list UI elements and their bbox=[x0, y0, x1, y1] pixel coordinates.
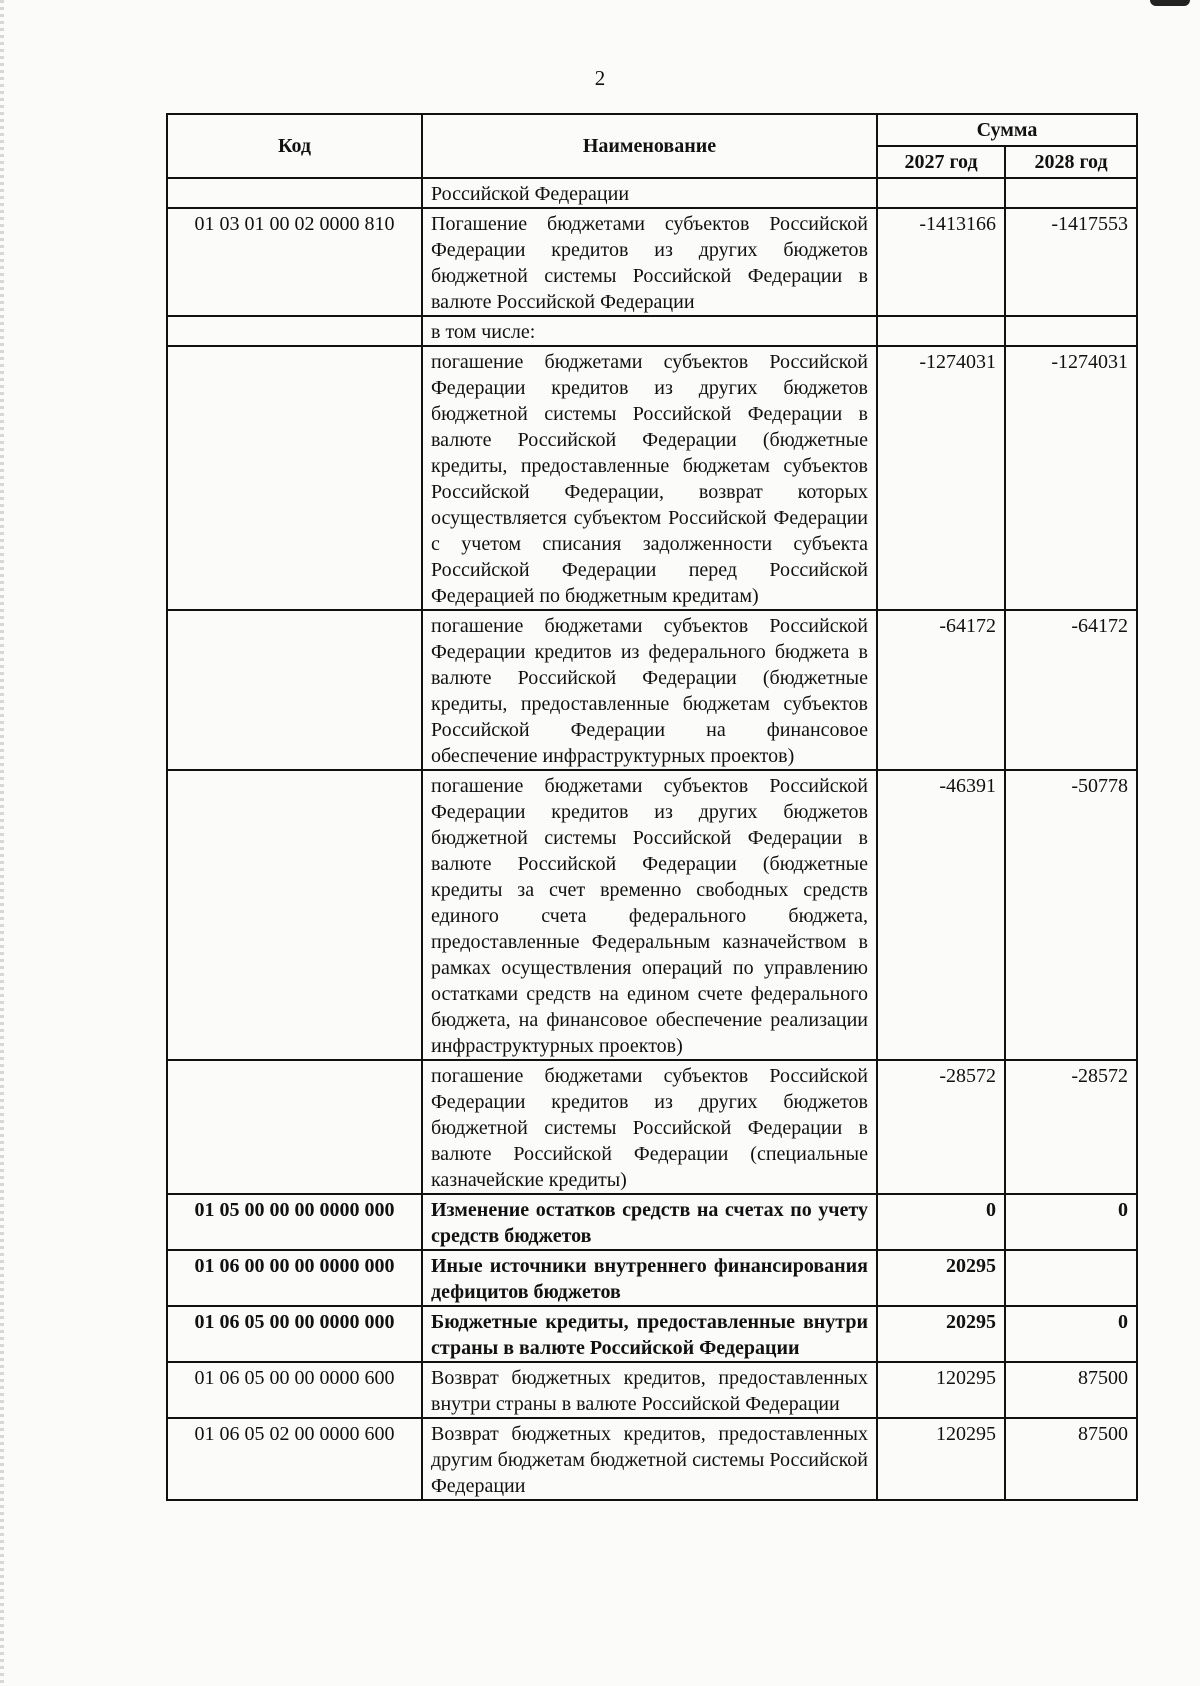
header-code: Код bbox=[167, 114, 422, 178]
row-code: 01 06 00 00 00 0000 000 bbox=[167, 1250, 422, 1306]
row-code: 01 05 00 00 00 0000 000 bbox=[167, 1194, 422, 1250]
row-name: погашение бюджетами субъектов Российской Федерации кредитов из федерального бюджета в валюте Российской Федерации (бюджетные кредиты, предоставленные бюджетам субъектов Российской Федерации на финансовое обеспечение инфраструктурных проектов) bbox=[422, 610, 877, 770]
row-name: в том числе: bbox=[422, 316, 877, 346]
table-row bbox=[167, 346, 1137, 610]
row-amount-2027: 120295 bbox=[877, 1418, 1005, 1500]
row-amount-2028: -1274031 bbox=[1005, 346, 1137, 610]
row-name: Иные источники внутреннего финансирования дефицитов бюджетов bbox=[422, 1250, 877, 1306]
header-sum: Сумма bbox=[877, 114, 1137, 146]
table-body bbox=[167, 178, 1137, 1500]
row-name: Изменение остатков средств на счетах по учету средств бюджетов bbox=[422, 1194, 877, 1250]
table-row bbox=[167, 316, 1137, 346]
row-amount-2027: -1274031 bbox=[877, 346, 1005, 610]
budget-sources-table bbox=[166, 113, 1138, 1501]
table-row bbox=[167, 610, 1137, 770]
row-code: 01 06 05 02 00 0000 600 bbox=[167, 1418, 422, 1500]
row-name: погашение бюджетами субъектов Российской Федерации кредитов из других бюджетов бюджетной системы Российской Федерации в валюте Российской Федерации (бюджетные кредиты за счет временно свободных средств единого счета федерального бюджета, предоставленные Федеральным казначейством в рамках осуществления операций по управлению остатками средств на едином счете федерального бюджета, на финансовое обеспечение реализации инфраструктурных проектов) bbox=[422, 770, 877, 1060]
table-header bbox=[167, 114, 1137, 178]
row-name: погашение бюджетами субъектов Российской Федерации кредитов из других бюджетов бюджетной системы Российской Федерации в валюте Российской Федерации (бюджетные кредиты, предоставленные бюджетам субъектов Российской Федерации, возврат которых осуществляется субъектом Российской Федерации с учетом списания задолженности субъекта Российской Федерации перед Российской Федерацией по бюджетным кредитам) bbox=[422, 346, 877, 610]
scan-edge bbox=[0, 0, 4, 1686]
header-name: Наименование bbox=[422, 114, 877, 178]
row-amount-2028: -50778 bbox=[1005, 770, 1137, 1060]
row-name: Возврат бюджетных кредитов, предоставленных внутри страны в валюте Российской Федерации bbox=[422, 1362, 877, 1418]
row-amount-2027: -1413166 bbox=[877, 208, 1005, 316]
row-amount-2028: 0 bbox=[1005, 1194, 1137, 1250]
table-row bbox=[167, 1060, 1137, 1194]
row-amount-2028: 87500 bbox=[1005, 1418, 1137, 1500]
row-amount-2027 bbox=[877, 316, 1005, 346]
row-amount-2027: -64172 bbox=[877, 610, 1005, 770]
row-amount-2028 bbox=[1005, 316, 1137, 346]
table-row bbox=[167, 178, 1137, 208]
page-number: 2 bbox=[594, 66, 606, 90]
table-row bbox=[167, 1250, 1137, 1306]
row-amount-2028: 0 bbox=[1005, 1306, 1137, 1362]
row-amount-2028: 87500 bbox=[1005, 1362, 1137, 1418]
row-name: Погашение бюджетами субъектов Российской Федерации кредитов из других бюджетов бюджетной системы Российской Федерации в валюте Российской Федерации bbox=[422, 208, 877, 316]
row-amount-2027: 20295 bbox=[877, 1250, 1005, 1306]
row-amount-2027: 20295 bbox=[877, 1306, 1005, 1362]
table-row bbox=[167, 1306, 1137, 1362]
row-code bbox=[167, 346, 422, 610]
table-row bbox=[167, 770, 1137, 1060]
row-amount-2028 bbox=[1005, 1250, 1137, 1306]
table-row bbox=[167, 1362, 1137, 1418]
row-code bbox=[167, 610, 422, 770]
row-code: 01 03 01 00 02 0000 810 bbox=[167, 208, 422, 316]
row-code: 01 06 05 00 00 0000 000 bbox=[167, 1306, 422, 1362]
row-amount-2027 bbox=[877, 178, 1005, 208]
row-amount-2027: -46391 bbox=[877, 770, 1005, 1060]
row-name: Российской Федерации bbox=[422, 178, 877, 208]
row-code bbox=[167, 1060, 422, 1194]
table-row bbox=[167, 1418, 1137, 1500]
corner-mark bbox=[1150, 0, 1190, 6]
row-code bbox=[167, 316, 422, 346]
row-name: погашение бюджетами субъектов Российской Федерации кредитов из других бюджетов бюджетной системы Российской Федерации в валюте Российской Федерации (специальные казначейские кредиты) bbox=[422, 1060, 877, 1194]
row-amount-2027: 120295 bbox=[877, 1362, 1005, 1418]
row-amount-2028: -28572 bbox=[1005, 1060, 1137, 1194]
row-amount-2028: -64172 bbox=[1005, 610, 1137, 770]
header-year-2027: 2027 год bbox=[877, 146, 1005, 178]
row-code bbox=[167, 178, 422, 208]
row-name: Возврат бюджетных кредитов, предоставленных другим бюджетам бюджетной системы Российской Федерации bbox=[422, 1418, 877, 1500]
row-name: Бюджетные кредиты, предоставленные внутри страны в валюте Российской Федерации bbox=[422, 1306, 877, 1362]
row-amount-2027: -28572 bbox=[877, 1060, 1005, 1194]
row-amount-2027: 0 bbox=[877, 1194, 1005, 1250]
header-year-2028: 2028 год bbox=[1005, 146, 1137, 178]
row-code bbox=[167, 770, 422, 1060]
table-row bbox=[167, 208, 1137, 316]
table-row bbox=[167, 1194, 1137, 1250]
row-code: 01 06 05 00 00 0000 600 bbox=[167, 1362, 422, 1418]
row-amount-2028 bbox=[1005, 178, 1137, 208]
row-amount-2028: -1417553 bbox=[1005, 208, 1137, 316]
